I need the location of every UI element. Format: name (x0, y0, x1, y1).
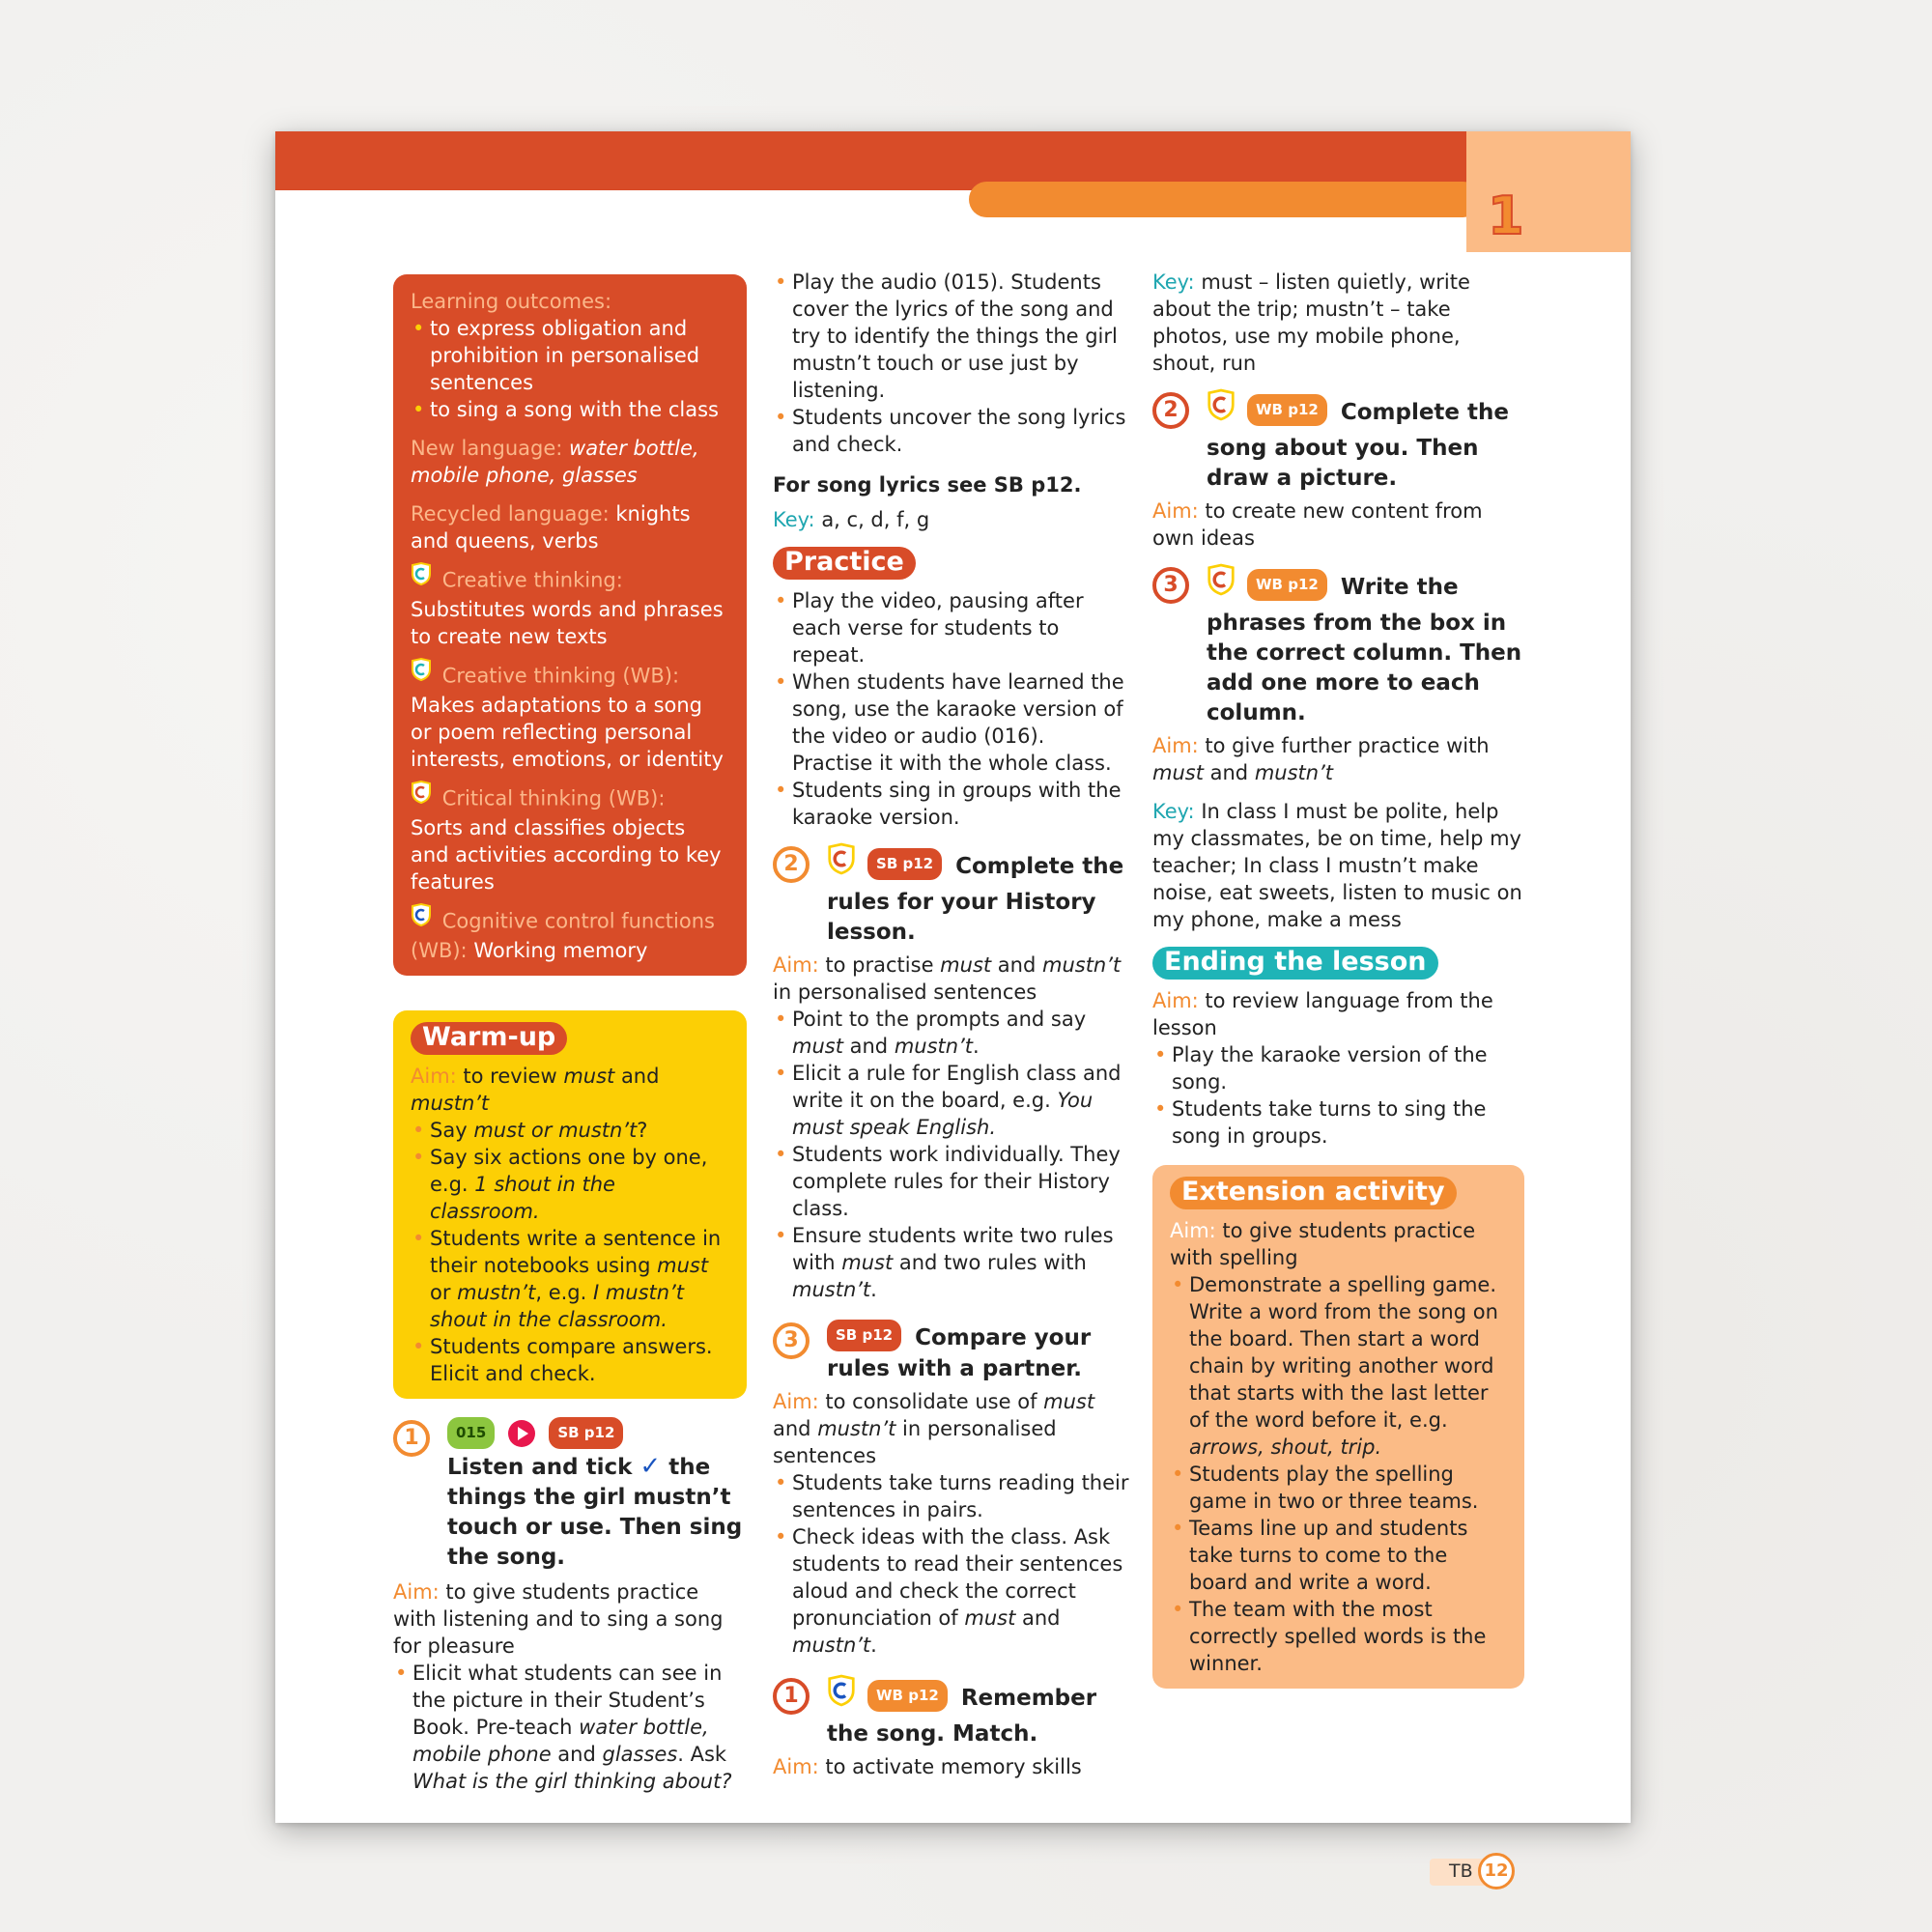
header-stripe (969, 182, 1481, 217)
ending-title: Ending the lesson (1152, 947, 1438, 980)
skill-cognitive-wb: Cognitive control functions (WB): Working memory (411, 907, 729, 964)
tb-label: TB (1449, 1861, 1473, 1882)
exercise-2-aim: Aim: to practise must and mustn’t in personalised sentences (773, 953, 1122, 1004)
creative-thinking-shield-icon (1207, 388, 1236, 430)
list-item: • Play the audio (015). Students cover the lyrics of the song and try to identify the things the girl mustn’t touch or use just by listening. (773, 269, 1130, 404)
extension-title: Extension activity (1170, 1177, 1457, 1209)
critical-thinking-shield-icon (1207, 563, 1236, 605)
skill-creative: Creative thinking: Substitutes words and phrases to create new texts (411, 566, 729, 650)
key: Key: a, c, d, f, g (773, 508, 930, 531)
creative-thinking-shield-icon (411, 562, 432, 592)
list-item: • Teams line up and students take turns to come to the board and write a word. (1170, 1515, 1507, 1596)
list-item: • Ensure students write two rules with must and two rules with mustn’t. (773, 1222, 1130, 1303)
wb-exercise-2-aim: Aim: to create new content from own ideas (1152, 499, 1483, 550)
list-item: • Check ideas with the class. Ask students to read their sentences aloud and check the correct pronunciation of must and mustn’t. (773, 1523, 1130, 1659)
exercise-3-aim: Aim: to consolidate use of must and mustn’t in personalised sentences (773, 1390, 1095, 1467)
exercise-number: 2 (1152, 392, 1189, 429)
list-item: • Students play the spelling game in two or three teams. (1170, 1461, 1507, 1515)
skill-critical-wb: Critical thinking (WB): Sorts and classifies objects and activities according to key features (411, 784, 729, 895)
exercise-3 (773, 1322, 1130, 1384)
list-item: • Elicit a rule for English class and write it on the board, e.g. You must speak English. (773, 1060, 1130, 1141)
list-item: • Students write a sentence in their notebooks using must or mustn’t, e.g. I mustn’t shout in the classroom. (411, 1225, 729, 1333)
list-item: • The team with the most correctly spelled words is the winner. (1170, 1596, 1507, 1677)
exercise-3-steps (773, 1469, 1130, 1659)
unit-number: 1 (1488, 185, 1524, 246)
outcome-item: • to sing a song with the class (411, 396, 729, 423)
creative-thinking-shield-icon (827, 842, 856, 884)
page-number: 12 (1478, 1853, 1515, 1889)
list-item: • Students work individually. They complete rules for their History class. (773, 1141, 1130, 1222)
wb-page-tag: WB p12 (1247, 394, 1327, 426)
sb-page-tag: SB p12 (549, 1417, 623, 1449)
list-item: • Students take turns reading their sentences in pairs. (773, 1469, 1130, 1523)
list-item: • Demonstrate a spelling game. Write a word from the song on the board. Then start a word chain by writing another word that starts with the last letter of the word before it, e.g. arrows, shout, trip. (1170, 1271, 1507, 1461)
extension-aim: Aim: to give students practice with spelling (1170, 1219, 1476, 1269)
wb-exercise-3-aim: Aim: to give further practice with must and mustn’t (1152, 734, 1490, 784)
exercise-number: 1 (773, 1678, 810, 1715)
extension-box (1152, 1165, 1524, 1689)
teacher-book-page (275, 131, 1631, 1882)
new-language: New language: water bottle, mobile phone, glasses (411, 437, 699, 487)
exercise-title: Write the phrases from the box in the correct column. Then add one more to each column. (1207, 575, 1522, 725)
wb-exercise-2 (1152, 392, 1524, 494)
exercise-tags (447, 1420, 747, 1452)
column-2 (773, 269, 1130, 1780)
list-item: • Play the video, pausing after each verse for students to repeat. (773, 587, 1130, 668)
tick-icon: ✓ (639, 1452, 662, 1481)
list-item: • Say must or mustn’t? (411, 1117, 729, 1144)
lyrics-note: For song lyrics see SB p12. (773, 473, 1082, 497)
list-item: • Say six actions one by one, e.g. 1 shout in the classroom. (411, 1144, 729, 1225)
list-item: • Students sing in groups with the karaoke version. (773, 777, 1130, 831)
outcome-item: • to express obligation and prohibition in personalised sentences (411, 315, 729, 396)
exercise-title: Listen and tick ✓ the things the girl mustn’t touch or use. Then sing the song. (447, 1452, 743, 1570)
ending-aim: Aim: to review language from the lesson (1152, 989, 1493, 1039)
exercise-number: 1 (393, 1420, 430, 1457)
cognitive-control-shield-icon (411, 903, 432, 933)
exercise-number: 2 (773, 846, 810, 883)
exercise-1 (393, 1420, 747, 1573)
wb-exercise-1-aim: Aim: to activate memory skills (773, 1755, 1082, 1778)
sb-page-tag: SB p12 (827, 1320, 901, 1351)
key: Key: must – listen quietly, write about the trip; mustn’t – take photos, use my mobile phone, shout, run (1152, 270, 1470, 375)
outcomes-list (411, 315, 729, 423)
wb-exercise-1 (773, 1678, 1130, 1749)
warm-up-steps (411, 1117, 729, 1387)
cognitive-control-shield-icon (827, 1674, 856, 1716)
column-3 (1152, 269, 1524, 1689)
exercise-title: Remember the song. Match. (827, 1686, 1097, 1747)
list-item: • Point to the prompts and say must and mustn’t. (773, 1006, 1130, 1060)
wb-page-tag: WB p12 (1247, 569, 1327, 601)
list-item: • When students have learned the song, use the karaoke version of the video or audio (016). Practise it with the whole class. (773, 668, 1130, 777)
exercise-title: Complete the song about you. Then draw a picture. (1207, 400, 1510, 491)
warm-up-title: Warm-up (411, 1022, 567, 1055)
creative-thinking-shield-icon (411, 658, 432, 688)
exercise-2-steps (773, 1006, 1130, 1303)
list-item: • Students uncover the song lyrics and check. (773, 404, 1130, 458)
wb-exercise-3 (1152, 567, 1524, 728)
ending-steps (1152, 1041, 1524, 1150)
skill-creative-wb: Creative thinking (WB): Makes adaptations to a song or poem reflecting personal interests, emotions, or identity (411, 662, 729, 773)
column-1 (393, 274, 747, 1795)
key: Key: In class I must be polite, help my classmates, be on time, help my teacher; In class I mustn’t make noise, eat sweets, listen to music on my phone, make a mess (1152, 800, 1522, 931)
exercise-number: 3 (773, 1322, 810, 1359)
critical-thinking-shield-icon (411, 781, 432, 810)
list-item: • Students take turns to sing the song in groups. (1152, 1095, 1524, 1150)
warm-up-box (393, 1010, 747, 1399)
exercise-1-aim: Aim: to give students practice with listening and to sing a song for pleasure (393, 1580, 724, 1658)
practice-steps (773, 587, 1130, 831)
exercise-number: 3 (1152, 567, 1189, 604)
exercise-title: Complete the rules for your History lesson. (827, 854, 1124, 945)
practice-title: Practice (773, 547, 916, 580)
list-item: • Students compare answers. Elicit and check. (411, 1333, 729, 1387)
warm-up-aim: Aim: to review must and mustn’t (411, 1065, 660, 1115)
extension-steps (1170, 1271, 1507, 1677)
list-item: • Play the karaoke version of the song. (1152, 1041, 1524, 1095)
exercise-2 (773, 846, 1130, 948)
learning-outcomes-box (393, 274, 747, 976)
exercise-1-steps-cont (773, 269, 1130, 458)
list-item: • Elicit what students can see in the picture in their Student’s Book. Pre-teach water bottle, mobile phone and glasses. Ask What is the girl thinking about? (393, 1660, 747, 1795)
recycled-language: Recycled language: knights and queens, verbs (411, 502, 691, 553)
outcomes-heading: Learning outcomes: (411, 290, 612, 313)
wb-page-tag: WB p12 (867, 1680, 948, 1712)
exercise-title: Compare your rules with a partner. (827, 1325, 1092, 1381)
headphones-icon: 015 (447, 1417, 495, 1449)
sb-page-tag: SB p12 (867, 848, 942, 880)
play-video-icon (508, 1420, 535, 1447)
exercise-1-steps (393, 1660, 747, 1795)
